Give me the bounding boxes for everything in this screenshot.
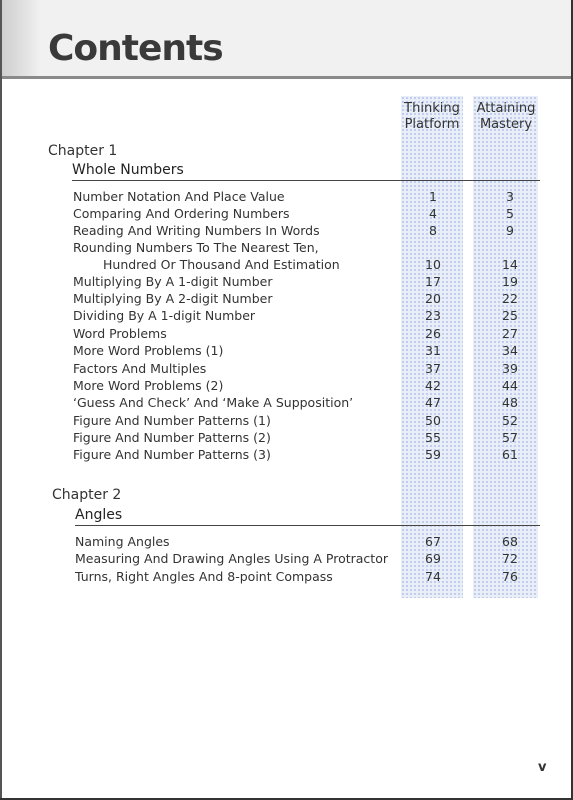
attaining-mastery-page: 34 — [502, 343, 518, 358]
attaining-mastery-page: 3 — [506, 189, 514, 204]
toc-entry-title[interactable]: Reading And Writing Numbers In Words — [73, 223, 320, 238]
chapter-name: Whole Numbers — [72, 162, 184, 178]
attaining-mastery-page: 27 — [502, 326, 518, 341]
attaining-mastery-page: 9 — [506, 223, 514, 238]
attaining-mastery-page: 25 — [502, 308, 518, 323]
thinking-platform-page: 74 — [425, 569, 441, 584]
thinking-platform-page: 10 — [425, 257, 441, 272]
chapter-name: Angles — [75, 507, 123, 523]
toc-entry-title[interactable]: Factors And Multiples — [73, 361, 207, 376]
thinking-platform-page: 26 — [425, 326, 441, 341]
attaining-mastery-page: 57 — [502, 430, 518, 445]
attaining-mastery-page: 68 — [502, 534, 518, 549]
chapter-rule — [72, 180, 540, 181]
thinking-platform-header — [397, 101, 467, 133]
page-number: v — [538, 760, 547, 775]
toc-entry-title[interactable]: Dividing By A 1-digit Number — [73, 308, 256, 323]
attaining-mastery-page: 5 — [506, 206, 514, 221]
toc-entry-title[interactable]: Turns, Right Angles And 8-point Compass — [75, 569, 333, 584]
thinking-platform-page: 37 — [425, 361, 441, 376]
thinking-platform-page: 4 — [429, 206, 437, 221]
attaining-mastery-page: 72 — [502, 551, 518, 566]
thinking-header-line-1: Thinking — [404, 101, 460, 116]
chapter-rule — [75, 525, 540, 526]
toc-entry-title[interactable]: Rounding Numbers To The Nearest Ten, — [73, 240, 319, 255]
toc-entry-title[interactable]: Multiplying By A 1-digit Number — [73, 274, 273, 289]
thinking-platform-page: 47 — [425, 395, 441, 410]
toc-entry-title[interactable]: Number Notation And Place Value — [73, 189, 285, 204]
toc-entry-title[interactable]: Figure And Number Patterns (1) — [73, 413, 271, 428]
toc-entry-title[interactable]: Comparing And Ordering Numbers — [73, 206, 290, 221]
thinking-platform-page: 67 — [425, 534, 441, 549]
thinking-platform-page: 23 — [425, 308, 441, 323]
thinking-platform-page: 31 — [425, 343, 441, 358]
toc-entry-title[interactable]: Figure And Number Patterns (3) — [73, 447, 271, 462]
thinking-platform-page: 50 — [425, 413, 441, 428]
attaining-mastery-page: 44 — [502, 378, 518, 393]
toc-entry-title[interactable]: ‘Guess And Check’ And ‘Make A Supposition’ — [73, 395, 354, 410]
chapter-number: Chapter 1 — [48, 143, 118, 159]
attaining-mastery-page: 39 — [502, 361, 518, 376]
attaining-mastery-page: 19 — [502, 274, 518, 289]
toc-entry-title[interactable]: Measuring And Drawing Angles Using A Protractor — [75, 551, 388, 566]
thinking-platform-page: 42 — [425, 378, 441, 393]
mastery-header-line-2: Mastery — [479, 117, 533, 132]
attaining-mastery-page: 22 — [502, 291, 518, 306]
thinking-platform-page: 59 — [425, 447, 441, 462]
thinking-header-line-2: Platform — [404, 117, 460, 132]
thinking-platform-page: 1 — [429, 189, 437, 204]
toc-entry-title[interactable]: More Word Problems (1) — [73, 343, 224, 358]
toc-entry-title[interactable]: Multiplying By A 2-digit Number — [73, 291, 273, 306]
attaining-mastery-page: 61 — [502, 447, 518, 462]
header-rule — [2, 76, 571, 79]
thinking-platform-page: 69 — [425, 551, 441, 566]
page-border-left — [0, 0, 2, 800]
attaining-mastery-page: 48 — [502, 395, 518, 410]
toc-entry-title[interactable]: Naming Angles — [75, 534, 170, 549]
chapter-number: Chapter 2 — [52, 487, 122, 503]
thinking-platform-page: 17 — [425, 274, 441, 289]
thinking-platform-page: 55 — [425, 430, 441, 445]
thinking-platform-page: 20 — [425, 291, 441, 306]
header-band-shade — [2, 0, 40, 76]
attaining-mastery-page: 14 — [502, 257, 518, 272]
toc-entry-title[interactable]: Word Problems — [73, 326, 167, 341]
mastery-header-line-1: Attaining — [476, 101, 536, 116]
page-title: Contents — [48, 28, 223, 69]
attaining-mastery-page: 76 — [502, 569, 518, 584]
toc-entry-title[interactable]: Figure And Number Patterns (2) — [73, 430, 271, 445]
toc-entry-title-continued[interactable]: Hundred Or Thousand And Estimation — [103, 257, 340, 272]
attaining-mastery-header — [470, 101, 542, 133]
toc-entry-title[interactable]: More Word Problems (2) — [73, 378, 224, 393]
thinking-platform-page: 8 — [429, 223, 437, 238]
attaining-mastery-page: 52 — [502, 413, 518, 428]
